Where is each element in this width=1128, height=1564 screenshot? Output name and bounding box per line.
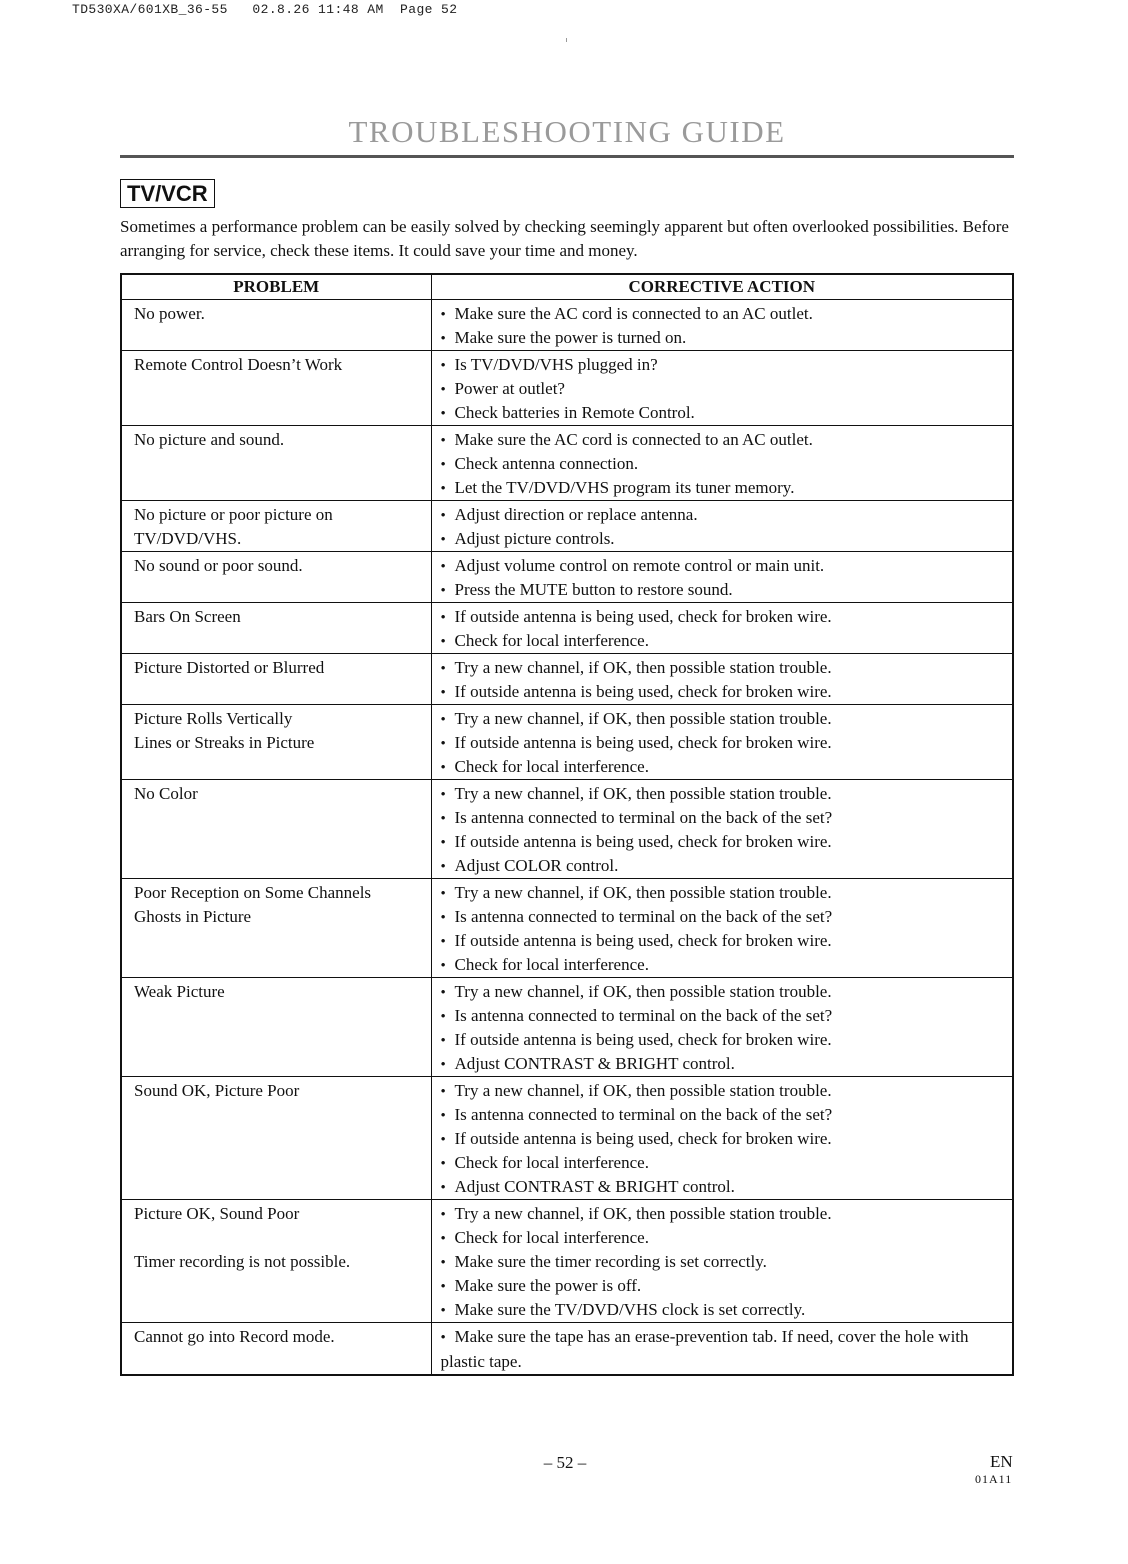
problem-text: Picture Distorted or Blurred (134, 658, 325, 677)
table-body (121, 300, 1013, 1376)
action-item (441, 806, 1007, 830)
action-item (441, 755, 1007, 779)
action-cell (431, 879, 1013, 978)
action-item (441, 980, 1007, 1004)
action-text: Make sure the power is turned on. (454, 328, 687, 347)
action-text: Try a new channel, if OK, then possible station trouble. (454, 784, 832, 803)
bullet-icon: • (440, 1108, 446, 1124)
problem-text: Timer recording is not possible. (134, 1252, 351, 1271)
action-cell (431, 1200, 1013, 1323)
table-row (121, 603, 1013, 654)
problem-text: Cannot go into Record mode. (134, 1327, 335, 1346)
action-item (441, 881, 1007, 905)
action-text: Check for local interference. (454, 1153, 649, 1172)
bullet-icon: • (440, 859, 446, 875)
action-text: Check for local interference. (454, 955, 649, 974)
action-item (441, 707, 1007, 731)
action-item (441, 554, 1007, 578)
bullet-icon: • (440, 685, 446, 701)
bullet-icon: • (440, 1303, 446, 1319)
action-text: Make sure the AC cord is connected to an AC outlet. (454, 430, 813, 449)
action-text: Try a new channel, if OK, then possible station trouble. (454, 709, 832, 728)
action-text: If outside antenna is being used, check for broken wire. (454, 931, 832, 950)
bullet-icon: • (440, 1207, 446, 1223)
action-item (441, 1103, 1007, 1127)
bullet-icon: • (440, 634, 446, 650)
action-cell (431, 1323, 1013, 1376)
action-cell (431, 654, 1013, 705)
action-column-header: CORRECTIVE ACTION (431, 274, 1013, 300)
action-cell (431, 426, 1013, 501)
action-item (441, 605, 1007, 629)
document-code: 01A11 (975, 1472, 1013, 1486)
action-text: Is antenna connected to terminal on the back of the set? (454, 808, 833, 827)
action-item (441, 1298, 1007, 1322)
action-text: Is TV/DVD/VHS plugged in? (454, 355, 658, 374)
bullet-icon: • (440, 358, 446, 374)
action-text: Check for local interference. (454, 757, 649, 776)
troubleshooting-table (120, 273, 1014, 1376)
bullet-icon: • (440, 559, 446, 575)
action-text: Is antenna connected to terminal on the back of the set? (454, 1105, 833, 1124)
problem-cell (121, 780, 431, 879)
problem-text: No picture and sound. (134, 430, 285, 449)
action-item (441, 377, 1007, 401)
bullet-icon: • (440, 508, 446, 524)
problem-cell (121, 705, 431, 780)
problem-text: Lines or Streaks in Picture (134, 733, 315, 752)
action-item (441, 578, 1007, 602)
intro-paragraph: Sometimes a performance problem can be easily solved by checking seemingly apparent but often overlooked possibilities. Before arranging for service, check these items. It could save your time and money. (120, 217, 1009, 260)
bullet-icon: • (440, 1330, 446, 1346)
problem-text: No power. (134, 304, 205, 323)
action-text: Let the TV/DVD/VHS program its tuner memory. (454, 478, 795, 497)
action-item (441, 1274, 1007, 1298)
action-cell (431, 603, 1013, 654)
bullet-icon: • (440, 760, 446, 776)
action-text: If outside antenna is being used, check for broken wire. (454, 682, 832, 701)
bullet-icon: • (440, 1180, 446, 1196)
bullet-icon: • (440, 433, 446, 449)
bullet-icon: • (440, 1132, 446, 1148)
bullet-icon: • (440, 958, 446, 974)
problem-text: Remote Control Doesn’t Work (134, 355, 343, 374)
action-item (441, 428, 1007, 452)
bullet-icon: • (440, 382, 446, 398)
bullet-icon: • (440, 331, 446, 347)
action-text: Adjust COLOR control. (454, 856, 619, 875)
problem-text: No sound or poor sound. (134, 556, 303, 575)
action-text: Adjust volume control on remote control or main unit. (454, 556, 825, 575)
problem-cell (121, 1200, 431, 1323)
action-text: If outside antenna is being used, check for broken wire. (454, 607, 832, 626)
action-item (441, 1325, 1007, 1374)
action-item (441, 905, 1007, 929)
problem-cell (121, 978, 431, 1077)
action-item (441, 680, 1007, 704)
action-item (441, 527, 1007, 551)
action-item (441, 503, 1007, 527)
problem-text: No Color (134, 784, 198, 803)
action-item (441, 353, 1007, 377)
problem-cell (121, 1077, 431, 1200)
action-item (441, 656, 1007, 680)
action-cell (431, 1077, 1013, 1200)
action-item (441, 1052, 1007, 1076)
action-text: If outside antenna is being used, check for broken wire. (454, 832, 832, 851)
action-text: Check antenna connection. (454, 454, 639, 473)
action-item (441, 953, 1007, 977)
bullet-icon: • (440, 1084, 446, 1100)
problem-text: TV/DVD/VHS. (134, 529, 242, 548)
action-item (441, 476, 1007, 500)
problem-text: No picture or poor picture on (134, 505, 333, 524)
bullet-icon: • (440, 583, 446, 599)
bullet-icon: • (440, 811, 446, 827)
action-text: Try a new channel, if OK, then possible station trouble. (454, 1204, 832, 1223)
action-item (441, 326, 1007, 350)
bullet-icon: • (440, 712, 446, 728)
problem-cell (121, 654, 431, 705)
action-text: Is antenna connected to terminal on the back of the set? (454, 907, 833, 926)
action-text: Try a new channel, if OK, then possible station trouble. (454, 982, 832, 1001)
problem-text: Weak Picture (134, 982, 225, 1001)
problem-cell (121, 501, 431, 552)
registration-tick (566, 38, 567, 42)
action-text: Try a new channel, if OK, then possible station trouble. (454, 658, 832, 677)
action-item (441, 1127, 1007, 1151)
action-item (441, 1028, 1007, 1052)
action-item (441, 1151, 1007, 1175)
action-text: Is antenna connected to terminal on the back of the set? (454, 1006, 833, 1025)
action-text: Make sure the tape has an erase-prevention tab. If need, cover the hole with plastic tape. (440, 1327, 969, 1371)
language-code: EN (990, 1452, 1013, 1471)
action-item (441, 452, 1007, 476)
problem-cell (121, 300, 431, 351)
table-row (121, 654, 1013, 705)
bullet-icon: • (440, 1231, 446, 1247)
action-item (441, 1079, 1007, 1103)
problem-text: Ghosts in Picture (134, 907, 252, 926)
table-row (121, 552, 1013, 603)
action-text: Try a new channel, if OK, then possible station trouble. (454, 883, 832, 902)
bullet-icon: • (440, 1255, 446, 1271)
action-cell (431, 501, 1013, 552)
problem-text (134, 1226, 421, 1250)
bullet-icon: • (440, 835, 446, 851)
bullet-icon: • (440, 532, 446, 548)
action-item (441, 1175, 1007, 1199)
action-item (441, 401, 1007, 425)
action-cell (431, 351, 1013, 426)
problem-column-header: PROBLEM (121, 274, 431, 300)
bullet-icon: • (440, 406, 446, 422)
action-text: Check for local interference. (454, 1228, 649, 1247)
action-cell (431, 552, 1013, 603)
action-cell (431, 300, 1013, 351)
action-text: Make sure the AC cord is connected to an AC outlet. (454, 304, 813, 323)
action-text: Make sure the power is off. (454, 1276, 642, 1295)
page-title: TROUBLESHOOTING GUIDE (348, 114, 786, 149)
problem-text: Bars On Screen (134, 607, 241, 626)
table-row (121, 1323, 1013, 1376)
bullet-icon: • (440, 1156, 446, 1172)
action-item (441, 731, 1007, 755)
table-row (121, 351, 1013, 426)
action-cell (431, 780, 1013, 879)
action-item (441, 302, 1007, 326)
action-text: Make sure the timer recording is set correctly. (454, 1252, 767, 1271)
table-row (121, 1077, 1013, 1200)
action-text: Adjust direction or replace antenna. (454, 505, 698, 524)
table-row (121, 978, 1013, 1077)
bullet-icon: • (440, 787, 446, 803)
title-underline (120, 155, 1014, 158)
bullet-icon: • (440, 934, 446, 950)
action-text: Adjust picture controls. (454, 529, 615, 548)
action-text: Press the MUTE button to restore sound. (454, 580, 733, 599)
bullet-icon: • (440, 985, 446, 1001)
action-item (441, 1004, 1007, 1028)
bullet-icon: • (440, 1057, 446, 1073)
action-item (441, 854, 1007, 878)
action-item (441, 1226, 1007, 1250)
action-text: Adjust CONTRAST & BRIGHT control. (454, 1177, 735, 1196)
bullet-icon: • (440, 661, 446, 677)
problem-cell (121, 426, 431, 501)
table-header-row (121, 274, 1013, 300)
bullet-icon: • (440, 910, 446, 926)
bullet-icon: • (440, 307, 446, 323)
bullet-icon: • (440, 457, 446, 473)
problem-cell (121, 1323, 431, 1376)
action-item (441, 830, 1007, 854)
bullet-icon: • (440, 886, 446, 902)
table-row (121, 1200, 1013, 1323)
action-text: If outside antenna is being used, check for broken wire. (454, 1129, 832, 1148)
bullet-icon: • (440, 1009, 446, 1025)
action-item (441, 629, 1007, 653)
action-text: Check for local interference. (454, 631, 649, 650)
action-text: Check batteries in Remote Control. (454, 403, 695, 422)
bullet-icon: • (440, 1279, 446, 1295)
problem-cell (121, 552, 431, 603)
action-item (441, 1202, 1007, 1226)
problem-cell (121, 351, 431, 426)
print-header: TD530XA/601XB_36-55 02.8.26 11:48 AM Page 52 (72, 2, 458, 17)
problem-cell (121, 879, 431, 978)
problem-text: Poor Reception on Some Channels (134, 883, 372, 902)
action-item (441, 782, 1007, 806)
table-row (121, 426, 1013, 501)
action-text: Power at outlet? (454, 379, 565, 398)
problem-cell (121, 603, 431, 654)
action-text: Make sure the TV/DVD/VHS clock is set correctly. (454, 1300, 806, 1319)
table-row (121, 705, 1013, 780)
table-row (121, 780, 1013, 879)
action-cell (431, 705, 1013, 780)
action-cell (431, 978, 1013, 1077)
action-item (441, 1250, 1007, 1274)
problem-text: Picture Rolls Vertically (134, 709, 293, 728)
section-label: TV/VCR (120, 179, 215, 208)
action-text: If outside antenna is being used, check for broken wire. (454, 1030, 832, 1049)
page-number: – 52 – (543, 1453, 587, 1472)
bullet-icon: • (440, 1033, 446, 1049)
table-row (121, 879, 1013, 978)
action-text: Adjust CONTRAST & BRIGHT control. (454, 1054, 735, 1073)
bullet-icon: • (440, 481, 446, 497)
bullet-icon: • (440, 610, 446, 626)
problem-text: Sound OK, Picture Poor (134, 1081, 300, 1100)
action-text: Try a new channel, if OK, then possible station trouble. (454, 1081, 832, 1100)
problem-text: Picture OK, Sound Poor (134, 1204, 300, 1223)
bullet-icon: • (440, 736, 446, 752)
table-row (121, 300, 1013, 351)
action-text: If outside antenna is being used, check for broken wire. (454, 733, 832, 752)
action-item (441, 929, 1007, 953)
table-row (121, 501, 1013, 552)
